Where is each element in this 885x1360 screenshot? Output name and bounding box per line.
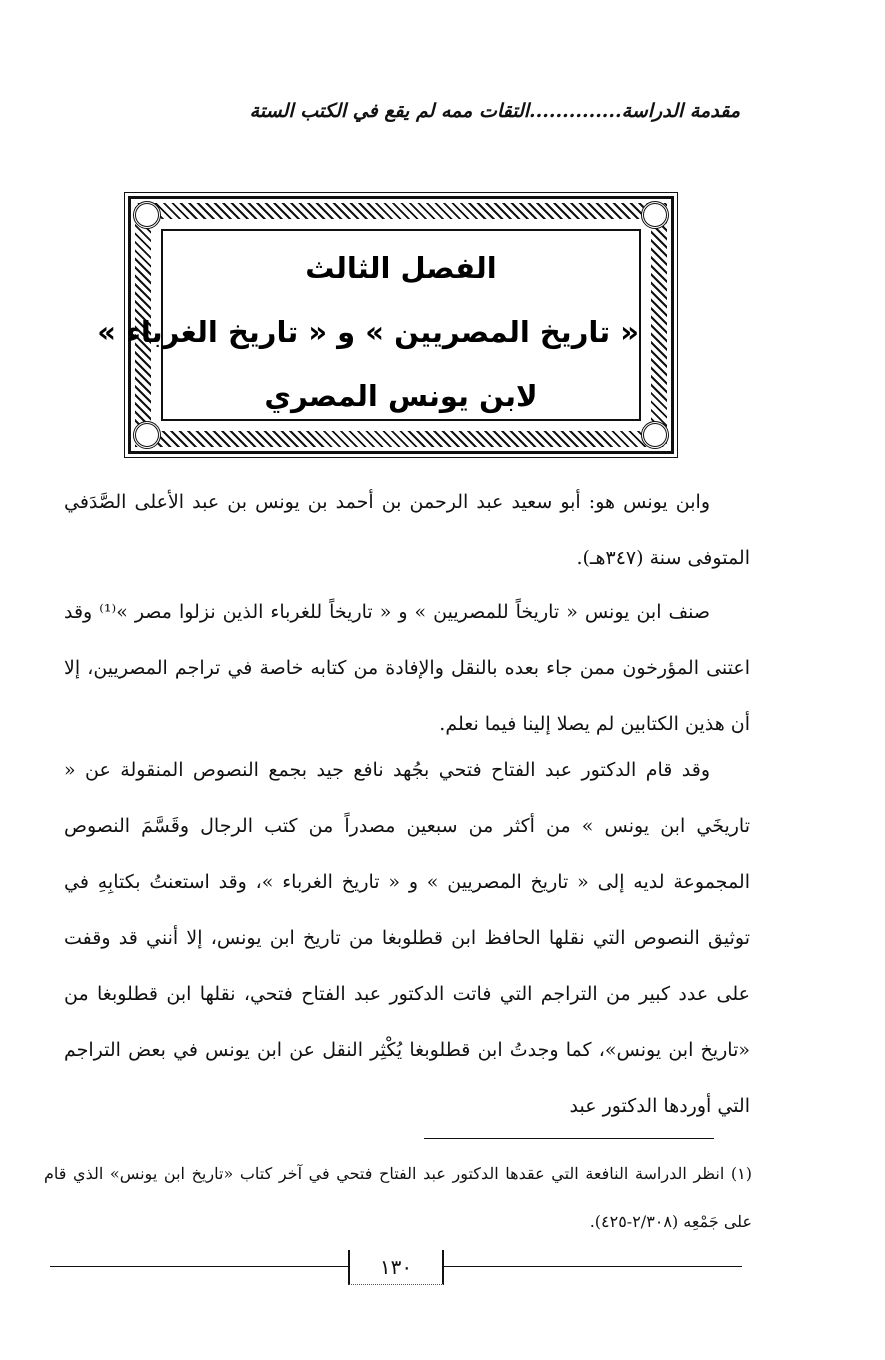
footer-rule-right (442, 1266, 742, 1267)
footer-rule-left (50, 1266, 350, 1267)
running-header-text: مقدمة الدراسة..............التقات ممه لم يقع في الكتب الستة (249, 100, 740, 122)
page-number: ١٣٠ (348, 1250, 444, 1285)
running-header (80, 100, 740, 136)
paragraph-text: وقد قام الدكتور عبد الفتاح فتحي بجُهد نافع جيد بجمع النصوص المنقولة عن « تاريخَي ابن يونس » من أكثر من سبعين مصدراً من كتب الرجال وقَسَّمَ النصوص المجموعة لديه إلى « تاريخ المصريين » و « تاريخ الغرباء »، وقد استعنتُ بكتابِهِ في توثيق النصوص التي نقلها الحافظ ابن قطلوبغا من تاريخ ابن يونس، إلا أنني قد وقفت على عدد كبير من التراجم التي فاتت الدكتور عبد الفتاح فتحي، نقلها ابن قطلوبغا من «تاريخ ابن يونس»، كما وجدتُ ابن قطلوبغا يُكْثِر النقل عن ابن يونس في بعض التراجم التي أوردها الدكتور عبد (64, 759, 750, 1117)
paragraph-text: صنف ابن يونس « تاريخاً للمصريين » و « تاريخاً للغرباء الذين نزلوا مصر »⁽¹⁾ وقد اعتنى المؤرخون ممن جاء بعده بالنقل والإفادة من كتابه خاصة في تراجم المصريين، إلا أن هذين الكتابين لم يصلا إلينا فيما نعلم. (64, 601, 750, 735)
ornament-corner-icon (133, 421, 161, 449)
body-paragraph-2 (64, 584, 750, 752)
footnote (44, 1150, 752, 1246)
footnote-text: (١) انظر الدراسة النافعة التي عقدها الدكتور عبد الفتاح فتحي في آخر كتاب «تاريخ ابن يونس» الذي قام على جَمْعِه (٢/٣٠٨-٤٢٥). (44, 1164, 752, 1231)
chapter-subtitle: « تاريخ المصريين » و « تاريخ الغرباء » (97, 315, 639, 349)
ornament-corner-icon (641, 201, 669, 229)
chapter-heading: الفصل الثالث (305, 251, 497, 285)
ornament-corner-icon (133, 201, 161, 229)
chapter-title-frame (97, 196, 674, 454)
chapter-title-panel (97, 229, 641, 421)
ornament-corner-icon (641, 421, 669, 449)
footnote-separator (424, 1138, 714, 1139)
body-paragraph-3 (64, 742, 750, 1134)
body-paragraph-1 (64, 474, 750, 586)
paragraph-text: وابن يونس هو: أبو سعيد عبد الرحمن بن أحمد بن يونس بن عبد الأعلى الصَّدَفي المتوفى سنة (٣٤٧هـ). (64, 491, 750, 569)
chapter-author-line: لابن يونس المصري (264, 379, 538, 413)
